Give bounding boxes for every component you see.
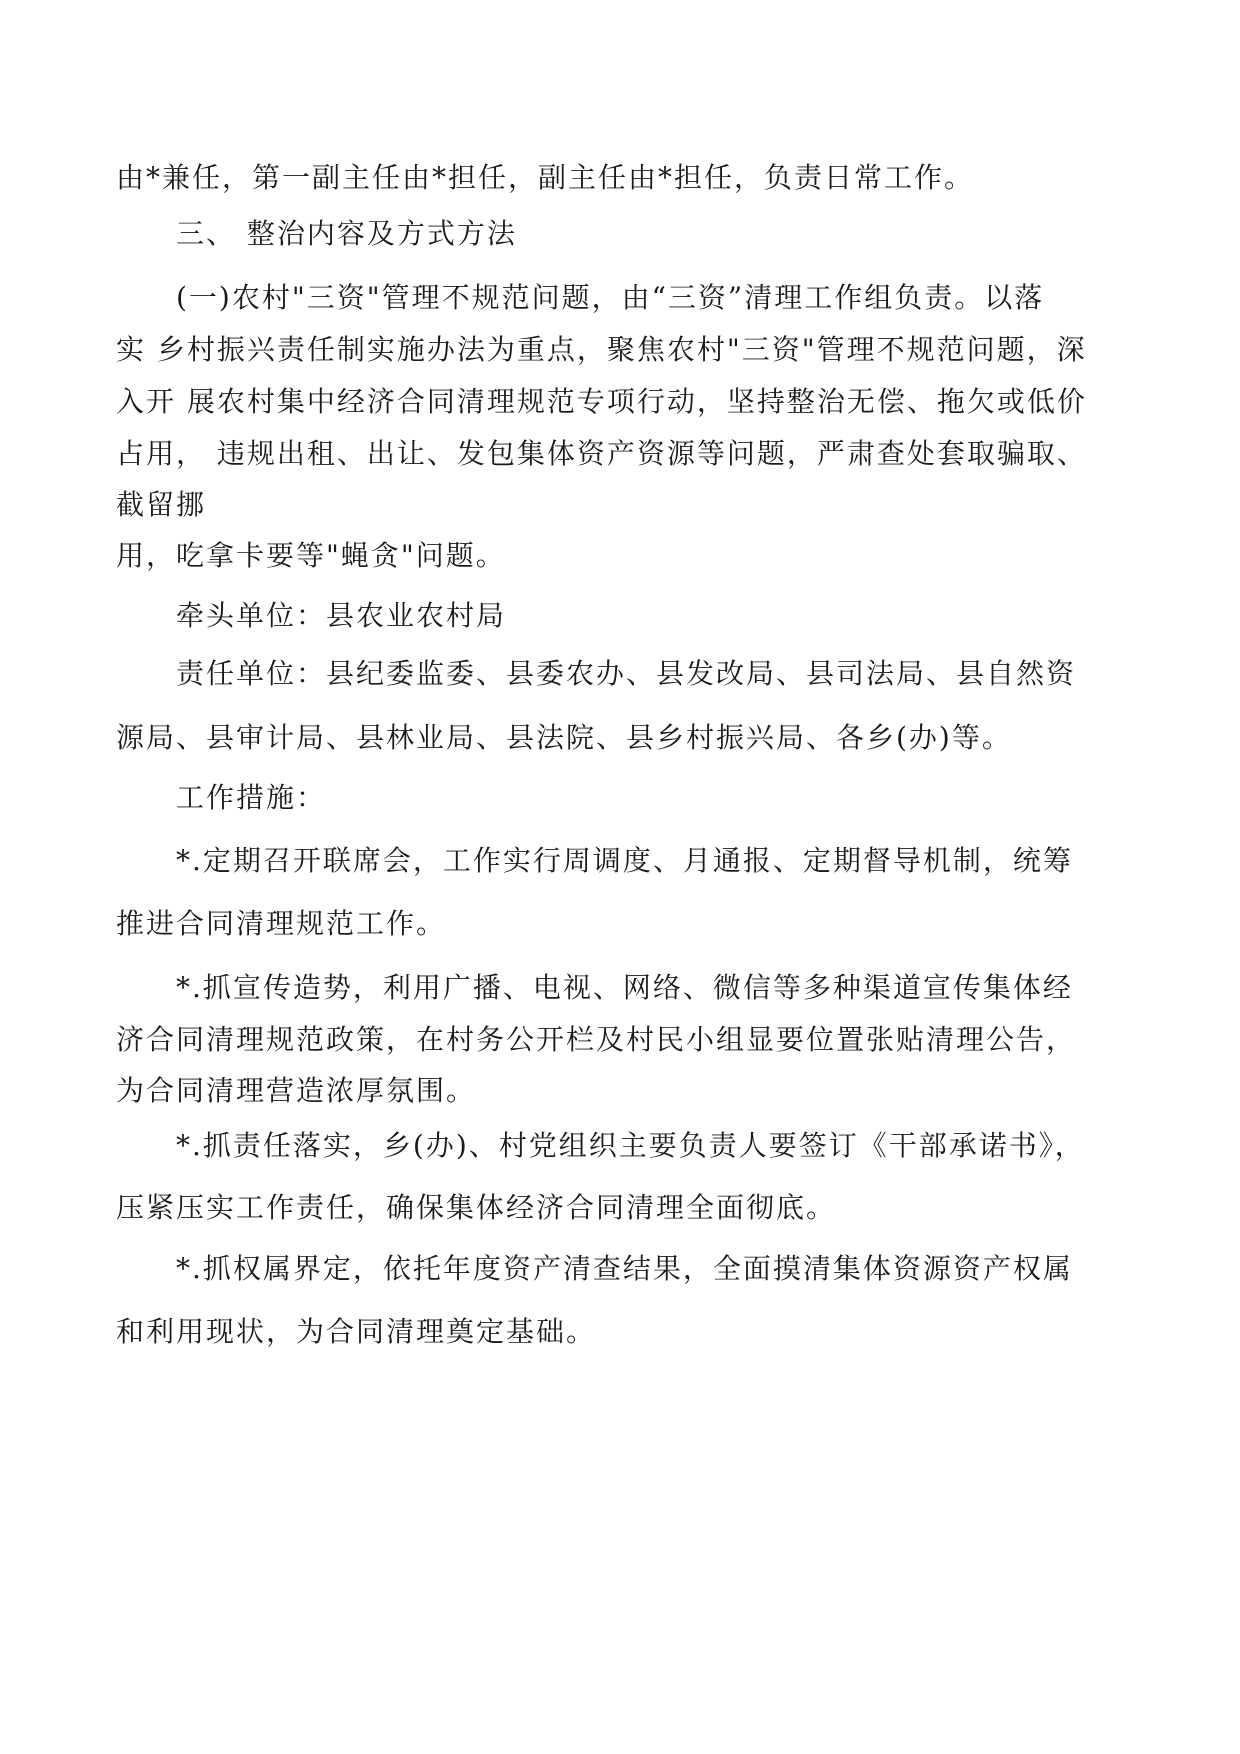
measures-heading: 工作措施： [176,781,327,814]
text-line-17: 为合同清理营造浓厚氛围。 [116,1074,477,1107]
text-line-4: 实 乡村振兴责任制实施办法为重点，聚焦农村"三资"管理不规范问题，深 [116,333,1087,366]
text-line-7: 截留挪 [116,488,207,521]
text-line-15: *.抓宣传造势，利用广播、电视、网络、微信等多种渠道宣传集体经 [176,971,1073,1004]
text-line-18: *.抓责任落实，乡(办)、村党组织主要负责人要签订《干部承诺书》， [176,1129,1085,1162]
text-line-16: 济合同清理规范政策，在村务公开栏及村民小组显要位置张贴清理公告， [116,1023,1077,1056]
text-line-19: 压紧压实工作责任，确保集体经济合同清理全面彻底。 [116,1191,837,1224]
text-line-3: (一)农村"三资"管理不规范问题，由“三资”清理工作组负责。以落 [176,281,1045,314]
text-line-11: 源局、县审计局、县林业局、县法院、县乡村振兴局、各乡(办)等。 [116,721,1012,754]
text-line-1: 由*兼任，第一副主任由*担任，副主任由*担任，负责日常工作。 [116,161,975,194]
text-line-21: 和利用现状，为合同清理奠定基础。 [116,1315,597,1348]
text-line-20: *.抓权属界定，依托年度资产清查结果，全面摸清集体资源资产权属 [176,1252,1073,1285]
text-line-5: 入开 展农村集中经济合同清理规范专项行动，坚持整治无偿、拖欠或低价 [116,385,1087,418]
text-line-10: 责任单位：县纪委监委、县委农办、县发改局、县司法局、县自然资 [176,657,1077,690]
lead-unit: 牵头单位：县农业农村局 [176,599,507,632]
text-line-8: 用，吃拿卡要等"蝇贪"问题。 [116,539,506,572]
text-line-13: *.定期召开联席会，工作实行周调度、月通报、定期督导机制，统筹 [176,844,1073,877]
text-line-14: 推进合同清理规范工作。 [116,907,447,940]
section-heading: 三、 整治内容及方式方法 [176,217,517,250]
text-line-6: 占用， 违规出租、出让、发包集体资产资源等问题，严肃查处套取骗取、 [116,437,1087,470]
